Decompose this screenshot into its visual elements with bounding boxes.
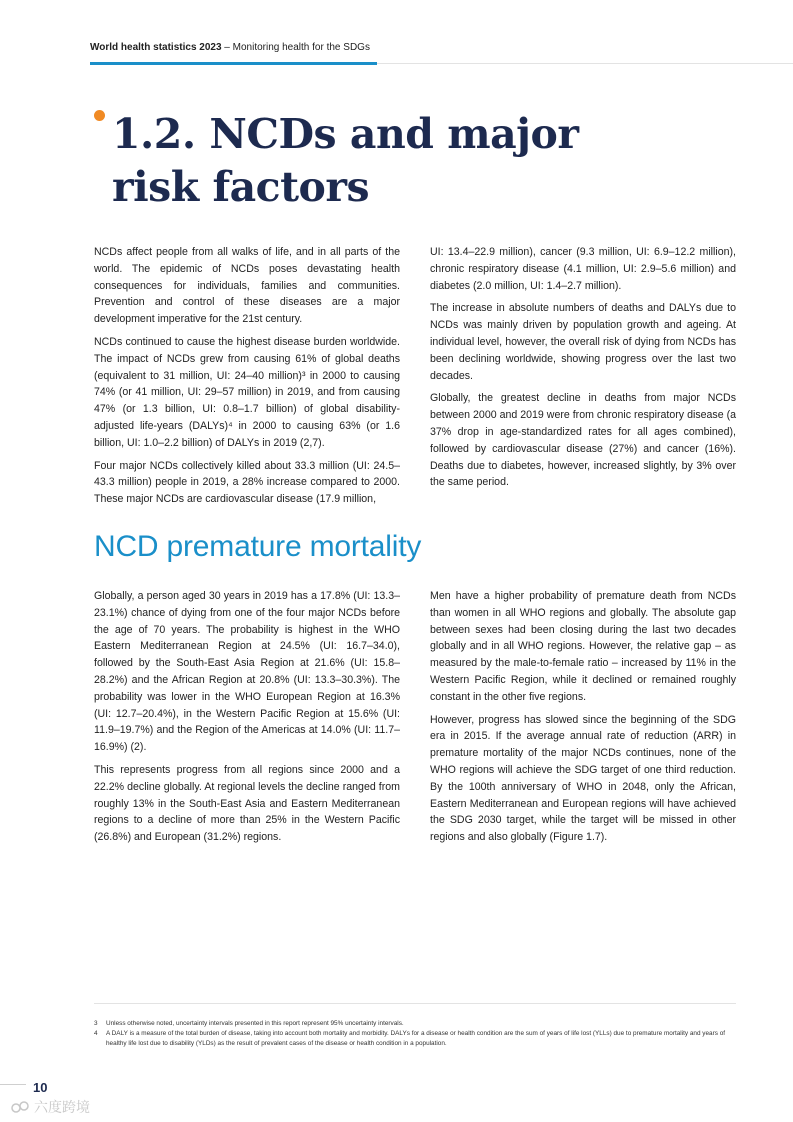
paragraph: The increase in absolute numbers of deaths and DALYs due to NCDs was mainly driven by population growth and ageing. At individual level, however, the overall risk of dying from NCDs has been declining worldwide, showing progress over the last two decades. xyxy=(430,302,736,382)
footnote-number: 4 xyxy=(94,1030,98,1037)
publication-subtitle: Monitoring health for the SDGs xyxy=(232,42,370,53)
page-number-rule xyxy=(0,1084,26,1085)
intro-left-column xyxy=(94,244,400,514)
watermark xyxy=(10,1097,90,1117)
paragraph: This represents progress from all regions since 2000 and a 22.2% decline globally. At regional levels the decline ranged from roughly 13% in the South-East Asia and Eastern Mediterranean regions to a decline of more than 25% in the Western Pacific (26.8%) and European (31.2%) regions. xyxy=(94,763,400,844)
footnote-divider xyxy=(94,1003,736,1004)
intro-right-column xyxy=(430,244,736,497)
page-title-line-2: risk factors xyxy=(112,163,370,211)
header-divider xyxy=(377,63,793,64)
section-left-column xyxy=(94,588,400,852)
paragraph: Four major NCDs collectively killed about 33.3 million (UI: 24.5–43.3 million) people in 2019, a 28% increase compared to 2000. These major NCDs are cardiovascular disease (17.9 million, xyxy=(94,459,400,506)
section-right-column xyxy=(430,588,736,852)
page-title-line-1: 1.2. NCDs and major xyxy=(112,110,579,158)
watermark-text: 六度跨境 xyxy=(34,1099,90,1115)
page-number: 10 xyxy=(33,1080,48,1095)
publication-title: World health statistics 2023 xyxy=(90,42,222,53)
paragraph: NCDs affect people from all walks of life, and in all parts of the world. The epidemic of NCDs poses devastating health consequences for individuals, families and communities. Prevention and control of these diseases are a major development imperative for the 21st century. xyxy=(94,246,400,326)
footnotes xyxy=(94,1019,739,1049)
watermark-logo-icon xyxy=(10,1100,30,1114)
footnote-text: A DALY is a measure of the total burden of disease, taking into account both mortality and morbidity. DALYs for a disease or health condition are the sum of years of life lost (YLLs) due to premature mortality and years of healthy life lost due to disability (YLDs) as the result of prevalent cases of the disease or health condition in a population. xyxy=(106,1030,726,1047)
page-title xyxy=(112,108,578,214)
title-bullet-dot xyxy=(94,110,105,121)
footnote xyxy=(94,1029,739,1049)
footnote-number: 3 xyxy=(94,1020,98,1027)
footnote-text: Unless otherwise noted, uncertainty intervals presented in this report represent 95% uncertainty intervals. xyxy=(106,1020,404,1027)
footnote xyxy=(94,1019,739,1029)
paragraph: NCDs continued to cause the highest disease burden worldwide. The impact of NCDs grew from causing 61% of global deaths (equivalent to 31 million, UI: 24–40 million)³ in 2000 to causing 74% (or 41 million, UI: 29–57 million) in 2019, and from causing 47% (or 1.3 billion, UI: 0.8–1.7 billion) of global disability-adjusted life-years (DALYs)⁴ in 2000 to causing 63% (or 1.6 billion, UI: 1.0–2.2 billion) of DALYs in 2019 (2,7). xyxy=(94,335,400,449)
paragraph: However, progress has slowed since the beginning of the SDG era in 2015. If the average annual rate of reduction (ARR) in premature mortality of the major NCDs continues, none of the WHO regions will achieve the SDG target of one third reduction. By the 100th anniversary of WHO in 2048, only the African, Eastern Mediterranean and European regions will have achieved the SDG 2030 target, while the target will be missed in other regions and also globally (Figure 1.7). xyxy=(430,713,736,844)
running-header xyxy=(90,42,370,53)
paragraph: Globally, the greatest decline in deaths from major NCDs between 2000 and 2019 were from chronic respiratory disease (a 37% drop in age-standardized rates for all ages combined), followed by cardiovascular disease (27%) and cancer (16%). Deaths due to diabetes, however, increased slightly, by 3% over the same period. xyxy=(430,392,736,489)
paragraph: UI: 13.4–22.9 million), cancer (9.3 million, UI: 6.9–12.2 million), chronic respiratory disease (4.1 million, UI: 2.9–5.6 million) and diabetes (2.0 million, UI: 1.4–2.7 million). xyxy=(430,246,736,292)
section-heading: NCD premature mortality xyxy=(94,530,422,563)
paragraph: Globally, a person aged 30 years in 2019 has a 17.8% (UI: 13.3–23.1%) chance of dying from one of the four major NCDs before the age of 70 years. The probability is highest in the WHO Eastern Mediterranean Region at 24.5% (UI: 16.7–34.0), followed by the South-East Asia Region at 21.6% (UI: 15.8–28.2%) and the African Region at 20.8% (UI: 13.3–30.3%). The probability was lower in the WHO European Region at 16.3% (UI: 12.7–20.4%), in the Western Pacific Region at 15.6% (UI: 11.9–19.7%) and the Region of the Americas at 14.0% (UI: 11.7–16.9%) (2). xyxy=(94,590,400,754)
header-separator: – xyxy=(221,42,233,53)
paragraph: Men have a higher probability of premature death from NCDs than women in all WHO regions and globally. The absolute gap between sexes had been closing during the last two decades globally and in all WHO regions. However, the relative gap – as measured by the male-to-female ratio – increased by 11% in the Western Pacific Region, while it declined or remained roughly constant in the other five regions. xyxy=(430,590,736,703)
header-accent-rule xyxy=(90,62,377,65)
